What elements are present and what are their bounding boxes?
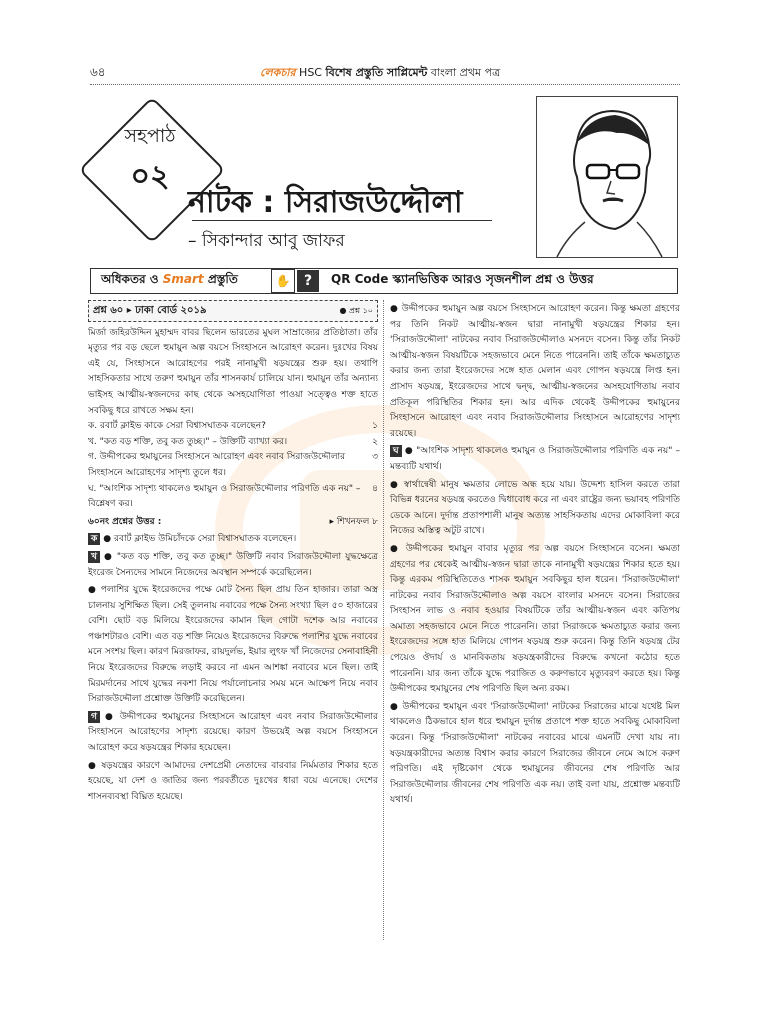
qr-code-text: QR Code স্ক্যানভিত্তিক আরও সৃজনশীল প্রশ্ন ও উত্তর	[331, 272, 594, 286]
chapter-title: নাটক : সিরাজউদ্দৌলা	[188, 185, 463, 220]
answer-paragraph: ঘ ● "আংশিক সাদৃশ্য থাকলেও হুমায়ুন ও সিরাজউদ্দৌলার পরিণতি এক নয়" – মন্তব্যটি যথার্থ।	[390, 446, 680, 472]
title-underline	[192, 220, 492, 221]
answer-paragraph: ● ষড়যন্ত্রের কারণে আমাদের দেশপ্রেমী নেতাদের বারবার নির্মমতার শিকার হতে হয়েছে, যা দেশ ও জাতির জন্য পরবর্তীতে দুঃখের ধারা বয়ে এনেছে। দেশের শাসনব্যবস্থা বিঘ্নিত হয়েছে।	[88, 760, 378, 802]
question-header	[88, 300, 378, 322]
page-number: ৬৪	[90, 65, 106, 79]
question-marks: ● প্রশ্ন ১০	[339, 306, 373, 315]
answer-key: গ	[88, 711, 100, 723]
series-name: বিশেষ প্রস্তুতি সাপ্লিমেন্ট	[325, 66, 428, 79]
answer-paragraph: ● উদ্দীপকের হুমায়ুন অল্প বয়সে সিংহাসনে আরোহণ করেন। কিন্তু ক্ষমতা গ্রহণের পর তিনি নিকট আত্মীয়-স্বজন দ্বারা নানামুখী ষড়যন্ত্রের শিকার হন। 'সিরাজউদ্দৌলা' নাটকের নবাব সিরাজউদ্দৌলাও মসনদে বসেন। কিন্তু তাঁর নিকট আত্মীয়-স্বজন বিষয়টিকে সহজভাবে মেনে নিতে পারেননি। তাই তাঁকে ক্ষমতাচ্যুত করার জন্য তারা ইংরেজদের সঙ্গে হাত মেলান এবং গোপন ষড়যন্ত্রে লিপ্ত হন। প্রাসাদ ষড়যন্ত্র, ইংরেজদের সাথে দ্বন্দ্ব, আত্মীয়-স্বজনের অসহযোগিতায় নবাব প্রতিকূল পরিস্থিতির শিকার হন। আর এদিক থেকেই উদ্দীপকের হুমায়ুনের সিংহাসনে আরোহণ এবং নবাব সিরাজউদ্দৌলার সিংহাসনে আরোহণের সাদৃশ্য রয়েছে।	[390, 304, 680, 439]
answer-key: ঘ	[390, 445, 402, 457]
answer-key: খ	[88, 551, 100, 563]
sub-question: খ. "কত বড় শক্তি, তবু কত তুচ্ছ।" – উক্তিটি ব্যাখ্যা কর। ২	[88, 436, 378, 447]
lesson-badge-number: ০২	[130, 159, 170, 194]
question-icon: ?	[297, 270, 319, 292]
answer-paragraph: ● স্বার্থান্বেষী মানুষ ক্ষমতার লোভে অন্ধ হয়ে যায়। উদ্দেশ্য হাসিল করতে তারা বিভিন্ন ধরনের ষড়যন্ত্র করতেও দ্বিধাবোধ করে না এবং রাষ্ট্রের জন্য ভয়াবহ পরিণতি ডেকে আনে। দুর্দান্ত প্রতাপশালী মানুষ অত্যন্ত সাহসিকতায় এদের মোকাবিলা করে নিজের অস্তিত্ব অটুট রাখে।	[390, 479, 680, 537]
sub-question: গ. উদ্দীপকের হুমায়ুনের সিংহাসনে আরোহণ এবং নবাব সিরাজউদ্দৌলার সিংহাসনে আরোহণের সাদৃশ্য তুলে ধর। ৩	[88, 452, 378, 478]
smart-word: Smart	[162, 272, 204, 286]
smart-suffix: প্রস্তুতি	[207, 272, 238, 286]
answer-paragraph: ● উদ্দীপকের হুমায়ুন বাবার মৃত্যুর পর অল্প বয়সে সিংহাসনে বসেন। ক্ষমতা গ্রহণের পর থেকেই আত্মীয়-স্বজন দ্বারা তাকে নানামুখী ষড়যন্ত্রের শিকার হতে হয়। কিন্তু এরকম পরিস্থিতিতেও শাসক হুমায়ুন সবকিছুর হাল ধরেন। 'সিরাজউদ্দৌলা' নাটকের নবাব সিরাজউদ্দৌলাও অল্প বয়সে বাংলার মসনদে বসেন। সিরাজের সিংহাসন লাভ ও নবাব হওয়ার বিষয়টিকে তাঁর আত্মীয়-স্বজন এবং কতিপয় অমাত্য সহজভাবে মেনে নিতে পারেননি। তারা সিরাজকে ক্ষমতাচ্যুত করার জন্য ইংরেজদের সঙ্গে হাত মিলিয়ে গোপন ষড়যন্ত্র শুরু করেন। কিন্তু তিনি ষড়যন্ত্র টের পেয়েও ঔদার্য ও মানবিকতায় ষড়যন্ত্রকারীদের বিরুদ্ধে কখনো কঠোর হতে পারেননি। যার জন্য তাঁকে যুদ্ধে পরাজিত ও করুণভাবে মৃত্যুবরণ করতে হয়। কিন্তু উদ্দীপকের হুমায়ুনের শেষ পরিণতি ছিল অন্য রকম।	[390, 543, 680, 695]
column-divider	[383, 300, 384, 940]
author-portrait	[536, 96, 678, 258]
answer-paragraph: ● পলাশির যুদ্ধে ইংরেজদের পক্ষে মোট সৈন্য ছিল প্রায় তিন হাজার। তারা অস্ত্র চালনায় সুশিক্ষিত ছিল। সেই তুলনায় নবাবের পক্ষে সৈন্য সংখ্যা ছিল ৫০ হাজারের বেশি। ছোট বড় মিলিয়ে ইংরেজদের কামান ছিল গোটা দশেক আর নবাবের পঞ্চাশটারও বেশি। এত বড় শক্তি নিয়েও ইংরেজদের বিরুদ্ধে পলাশির যুদ্ধে নবাবের মনে সংশয় ছিল। কারণ মিরজাফর, রায়দুর্লভ, ইয়ার লুৎফ খাঁ নিজেদের সেনাবাহিনী নিয়ে ইংরেজদের বিরুদ্ধে লড়াই করবে না এমন আশঙ্কা নবাবের মনে ছিল। তাই মিরমর্দানের সাথে যুদ্ধের নকশা নিয়ে পর্যালোচনার সময় মনে আক্ষেপ নিয়ে নবাব সিরাজউদ্দৌলা প্রশ্নোক্ত উক্তিটি করেছিলেন।	[88, 585, 378, 705]
answer-paragraph: ক ● রবার্ট ক্লাইভ উমিচাঁদকে সেরা বিশ্বাসঘাতক বলেছেন।	[88, 532, 378, 548]
answer-paragraph: খ ● "কত বড় শক্তি, তবু কত তুচ্ছ।" উক্তিটি নবাব সিরাজউদ্দৌলা যুদ্ধক্ষেত্রে ইংরেজ সৈন্যদের সামনে নিজেদের অবস্থান সম্পর্কে করেছিলেন।	[88, 551, 378, 578]
right-column	[390, 300, 680, 809]
series-label: HSC	[299, 66, 322, 79]
answer-paragraph: গ ● উদ্দীপকের হুমায়ুনের সিংহাসনে আরোহণ এবং নবাব সিরাজউদ্দৌলার সিংহাসনে আরোহণের সাদৃশ্য রয়েছে। কারণ উভয়েই অল্প বয়সে সিংহাসনে আরোহণ করে ষড়যন্ত্রের শিকার হয়েছেন।	[88, 711, 378, 754]
question-stem: মির্জা জহিরউদ্দিন মুহাম্মদ বাবর ছিলেন ভারতের মুঘল সাম্রাজ্যের প্রতিষ্ঠাতা। তাঁর মৃত্যুর পর বড় ছেলে হুমায়ুন অল্প বয়সে সিংহাসনে আরোহণ করেন। দুঃখের বিষয় এই যে, সিংহাসনে আরোহণের পরই নানামুখী ষড়যন্ত্রের শুরু হয়। তথাপি সাহসিকতার সাথে তরুণ হুমায়ুন তাঁর শাসনকার্য চালিয়ে যান। হুমায়ুন তাঁর অন্যান্য ভাইসহ আত্মীয়-স্বজনদের কাছ থেকে অসহযোগিতা পাওয়া সত্ত্বেও শক্ত হাতে সবকিছু ধরে রাখতে সক্ষম হন।	[88, 327, 378, 416]
learning-outcome: ▸ শিখনফল ৮	[329, 516, 378, 527]
answer-header	[88, 515, 378, 531]
sub-question: ঘ. "আংশিক সাদৃশ্য থাকলেও হুমায়ুন ও সিরাজউদ্দৌলার পরিণতি এক নয়" – বিশ্লেষণ কর। ৪	[88, 483, 378, 510]
running-head	[260, 64, 500, 83]
brand-name: লেকচার	[260, 66, 296, 79]
hand-icon: ✋	[271, 269, 295, 293]
smart-prefix: অধিকতর ও	[101, 272, 159, 286]
smart-prep-bar	[90, 268, 678, 294]
answer-key: ক	[88, 533, 100, 545]
lesson-badge-label: সহপাঠ	[124, 125, 176, 147]
author-name: – সিকান্দার আবু জাফর	[188, 231, 345, 251]
answer-paragraph: ● উদ্দীপকের হুমায়ুন এবং 'সিরাজউদ্দৌলা' নাটকের সিরাজের মাঝে যথেষ্ট মিল থাকলেও ঠিকভাবে হাল ধরে হুমায়ুন দুর্দান্ত প্রতাপে শক্ত হাতে সবকিছু মোকাবিলা করেন। কিন্তু 'সিরাজউদ্দৌলা' নাটকের নবাবের মাঝে এমনটি দেখা যায় না। ষড়যন্ত্রকারীদের অত্যন্ত বিশ্বাস করার কারণে সিরাজের জীবনে নেমে আসে করুণ পরিণতি। এই দৃষ্টিকোণ থেকে হুমায়ুনের জীবনের শেষ পরিণতি আর সিরাজউদ্দৌলার জীবনের শেষ পরিণতি এক নয়। তাই বলা যায়, প্রশ্নোক্ত মন্তব্যটি যথার্থ।	[390, 701, 680, 806]
answer-title: ৬০নং প্রশ্নের উত্তর :	[88, 516, 162, 527]
sub-question: ক. রবার্ট ক্লাইভ কাকে সেরা বিশ্বাসঘাতক বলেছেন? ১	[88, 421, 378, 432]
question-label: প্রশ্ন ৬০ ▸ ঢাকা বোর্ড ২০১৯	[93, 305, 207, 316]
subject-label: বাংলা প্রথম পত্র	[430, 66, 501, 79]
header-divider	[90, 84, 680, 85]
smart-prep-label	[91, 271, 271, 291]
left-column	[88, 300, 378, 805]
